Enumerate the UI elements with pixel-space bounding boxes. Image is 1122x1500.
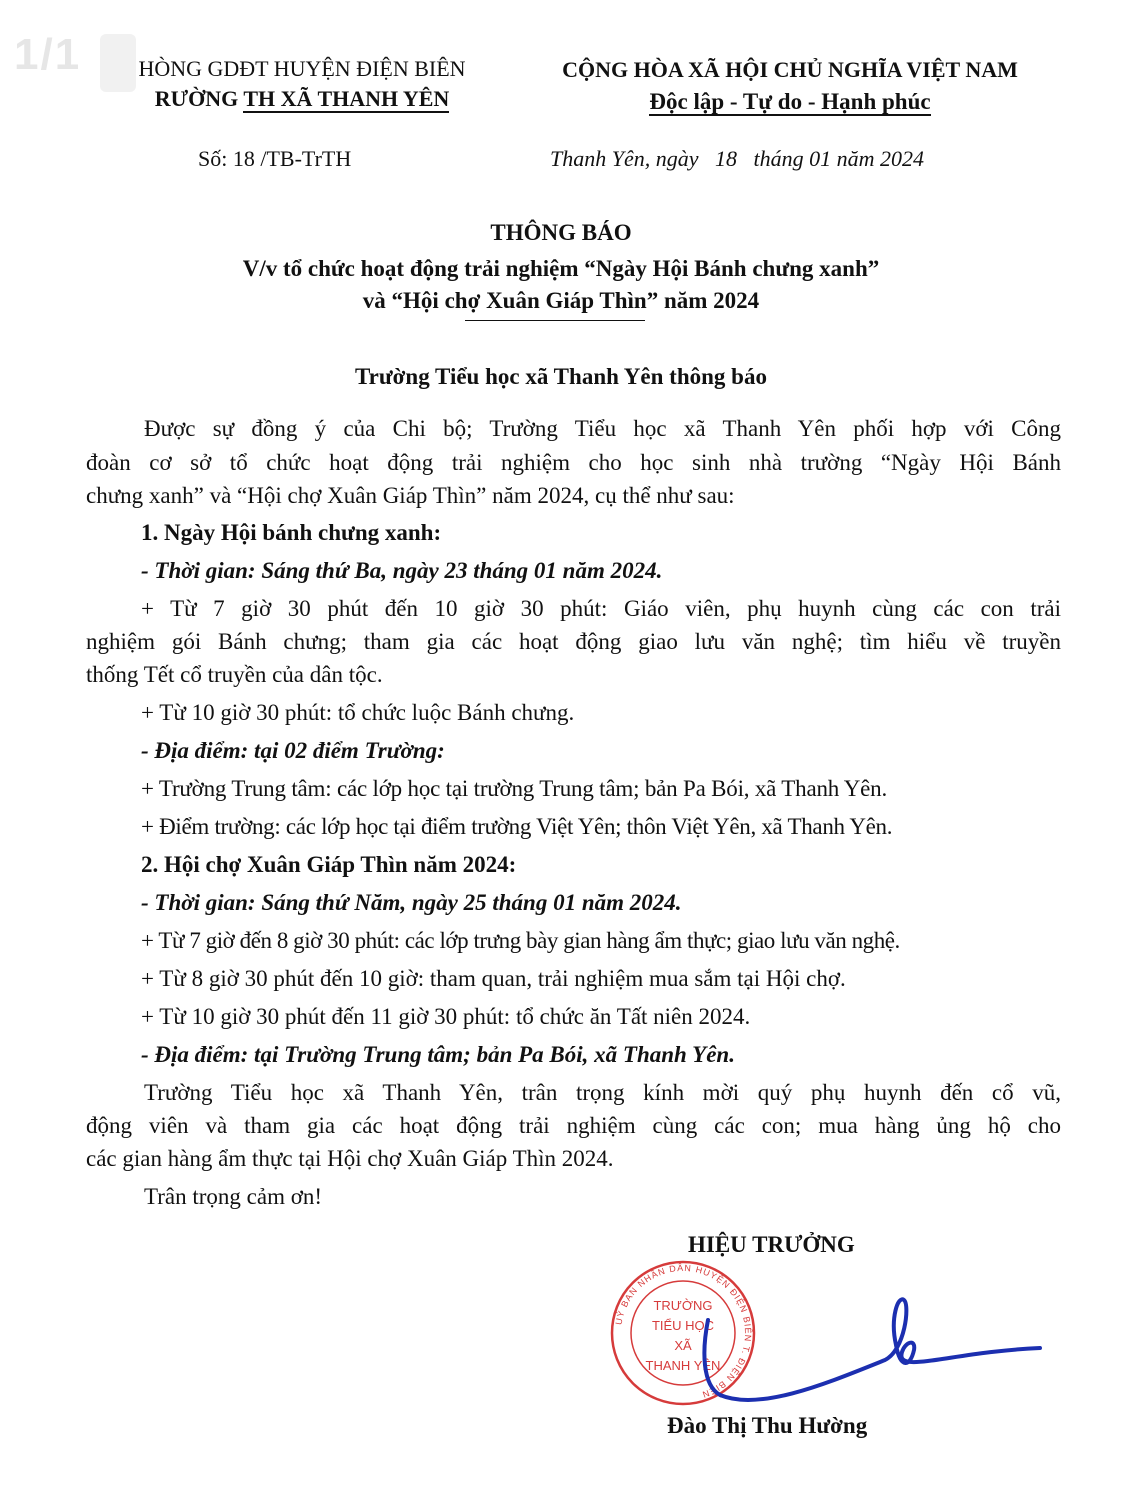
agency-line-2-prefix: RƯỜNG <box>154 86 244 111</box>
section-2-time: - Thời gian: Sáng thứ Năm, ngày 25 tháng 01 năm 2024. <box>141 890 682 915</box>
list-item: + Từ 8 giờ 30 phút đến 10 giờ: tham quan, trải nghiệm mua sắm tại Hội chợ. <box>141 966 846 991</box>
national-motto-text: Độc lập - Tự do - Hạnh phúc <box>649 89 931 114</box>
document-subtitle-2: và “Hội chợ Xuân Giáp Thìn” năm 2024 <box>362 288 760 313</box>
paragraph-line: chưng xanh” và “Hội chợ Xuân Giáp Thìn” năm 2024, cụ thể như sau: <box>86 483 735 508</box>
list-item: + Điểm trường: các lớp học tại điểm trường Việt Yên; thôn Việt Yên, xã Thanh Yên. <box>141 814 893 839</box>
document-date: Thanh Yên, ngày 18 tháng 01 năm 2024 <box>550 146 924 171</box>
list-item: + Từ 7 giờ đến 8 giờ 30 phút: các lớp trưng bày gian hàng ẩm thực; giao lưu văn nghệ. <box>141 928 900 953</box>
list-item: + Từ 10 giờ 30 phút đến 11 giờ 30 phút: tổ chức ăn Tất niên 2024. <box>141 1004 751 1029</box>
section-1-place: - Địa điểm: tại 02 điểm Trường: <box>141 738 445 763</box>
seal-line-2: TIỂU HỌC <box>651 1318 715 1333</box>
document-number: Số: 18 /TB-TrTH <box>198 146 352 171</box>
page-indicator: 1/1 <box>14 30 82 79</box>
paragraph-line: + Từ 7 giờ 30 phút đến 10 giờ 30 phút: Giáo viên, phụ huynh cùng các con trải <box>141 596 1061 621</box>
section-1-time: - Thời gian: Sáng thứ Ba, ngày 23 tháng 01 năm 2024. <box>141 558 663 583</box>
section-2-place: - Địa điểm: tại Trường Trung tâm; bản Pa Bói, xã Thanh Yên. <box>141 1042 735 1067</box>
paragraph-line: Được sự đồng ý của Chi bộ; Trường Tiểu học xã Thanh Yên phối hợp với Công <box>144 416 1061 441</box>
paragraph-line: động viên và tham gia các hoạt động trải nghiệm cùng các con; mua hàng ủng hộ cho <box>86 1113 1061 1138</box>
national-name: CỘNG HÒA XÃ HỘI CHỦ NGHĨA VIỆT NAM <box>562 57 1018 82</box>
paragraph-line: đoàn cơ sở tổ chức hoạt động trải nghiệm cho học sinh nhà trường “Ngày Hội Bánh <box>86 450 1061 475</box>
document-title: THÔNG BÁO <box>490 220 632 245</box>
signer-title: HIỆU TRƯỞNG <box>688 1232 855 1257</box>
intro-heading: Trường Tiểu học xã Thanh Yên thông báo <box>355 364 767 389</box>
paragraph-line: Trường Tiểu học xã Thanh Yên, trân trọng kính mời quý phụ huynh đến cổ vũ, <box>144 1080 1061 1105</box>
agency-line-1: HÒNG GDĐT HUYỆN ĐIỆN BIÊN <box>138 56 466 81</box>
section-1-heading: 1. Ngày Hội bánh chưng xanh: <box>141 520 442 545</box>
seal-line-4: THANH YÊN <box>645 1358 721 1373</box>
paragraph-line: các gian hàng ẩm thực tại Hội chợ Xuân Giáp Thìn 2024. <box>86 1146 614 1171</box>
school-name: TH XÃ THANH YÊN <box>243 86 450 111</box>
document-body <box>86 0 1061 1500</box>
seal-line-1: TRƯỜNG <box>653 1298 713 1313</box>
section-2-heading: 2. Hội chợ Xuân Giáp Thìn năm 2024: <box>141 852 517 877</box>
signer-name: Đào Thị Thu Hường <box>667 1413 868 1438</box>
list-item: + Trường Trung tâm: các lớp học tại trường Trung tâm; bản Pa Bói, xã Thanh Yên. <box>141 776 888 801</box>
closing-line: Trân trọng cảm ơn! <box>144 1184 323 1209</box>
paragraph-line: nghiệm gói Bánh chưng; tham gia các hoạt động giao lưu văn nghệ; tìm hiểu về truyền <box>86 629 1061 654</box>
list-item: + Từ 10 giờ 30 phút: tổ chức luộc Bánh chưng. <box>141 700 575 725</box>
seal-ring-text: UỶ BAN NHÂN DÂN HUYỆN ĐIỆN BIÊN T. ĐIỆN BIÊN <box>613 1262 754 1400</box>
handwritten-signature <box>700 1290 1045 1430</box>
document-subtitle-1: V/v tổ chức hoạt động trải nghiệm “Ngày Hội Bánh chưng xanh” <box>242 256 880 281</box>
paragraph-line: thống Tết cổ truyền của dân tộc. <box>86 662 383 687</box>
seal-line-3: XÃ <box>674 1338 692 1353</box>
